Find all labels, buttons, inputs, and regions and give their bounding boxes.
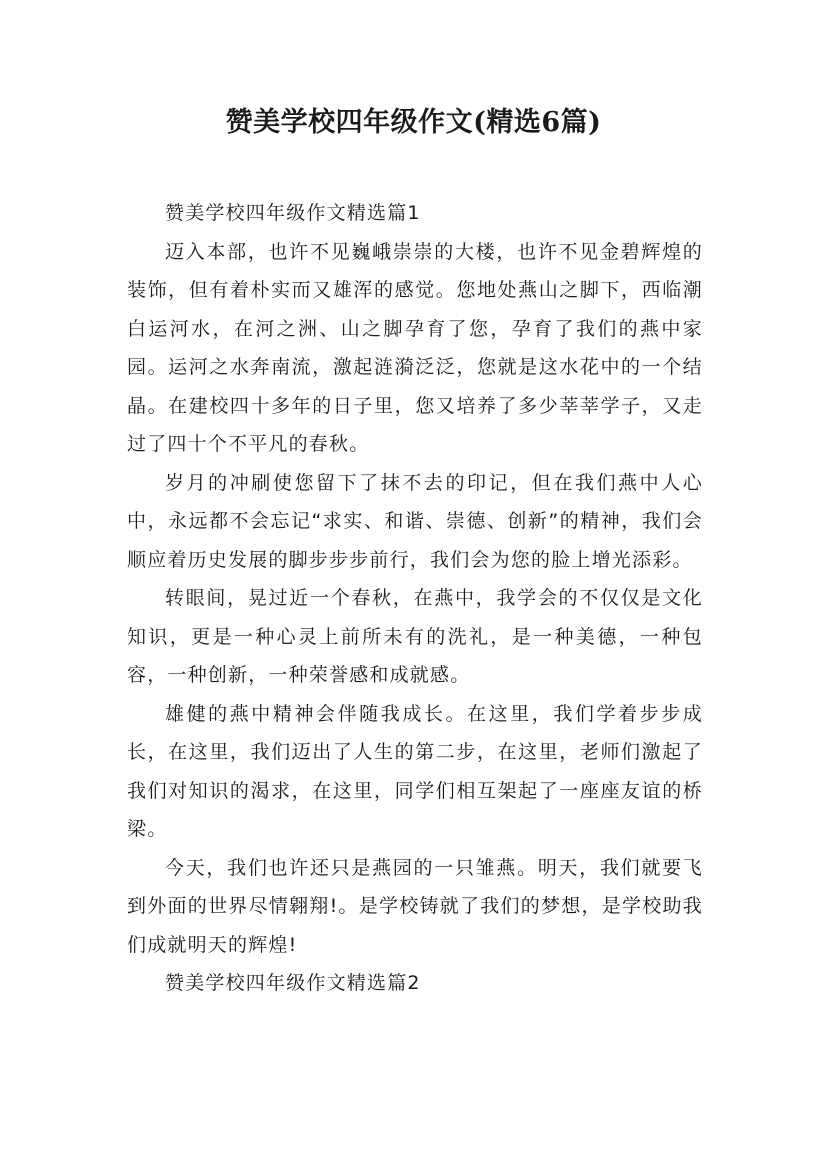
section-heading-2: 赞美学校四年级作文精选篇2 [165, 972, 421, 994]
paragraph-3: 转眼间，晃过近一个春秋，在燕中，我学会的不仅仅是文化知识，更是一种心灵上前所未有的洗礼，是一种美德，一种包容，一种创新，一种荣誉感和成就感。 [127, 587, 703, 686]
paragraph-2: 岁月的冲刷使您留下了抹不去的印记，但在我们燕中人心中，永远都不会忘记“求实、和谐、崇德、创新”的精神，我们会顺应着历史发展的脚步步步前行，我们会为您的脸上增光添彩。 [127, 471, 703, 571]
document-body [127, 194, 703, 1003]
paragraph-5: 今天，我们也许还只是燕园的一只雏燕。明天，我们就要飞到外面的世界尽情翱翔!。是学校铸就了我们的梦想，是学校助我们成就明天的辉煌! [127, 856, 703, 956]
paragraph-4: 雄健的燕中精神会伴随我成长。在这里，我们学着步步成长，在这里，我们迈出了人生的第二步，在这里，老师们激起了我们对知识的渴求，在这里，同学们相互架起了一座座友谊的桥梁。 [127, 702, 703, 840]
document-title: 赞美学校四年级作文(精选6篇) [225, 107, 602, 138]
paragraph-1: 迈入本部，也许不见巍峨崇崇的大楼，也许不见金碧辉煌的装饰，但有着朴实而又雄浑的感觉。您地处燕山之脚下，西临潮白运河水，在河之洲、山之脚孕育了您，孕育了我们的燕中家园。运河之水奔南流，激起涟漪泛泛，您就是这水花中的一个结晶。在建校四十多年的日子里，您又培养了多少莘莘学子，又走过了四十个不平凡的春秋。 [127, 240, 703, 455]
section-heading-1: 赞美学校四年级作文精选篇1 [165, 202, 421, 224]
